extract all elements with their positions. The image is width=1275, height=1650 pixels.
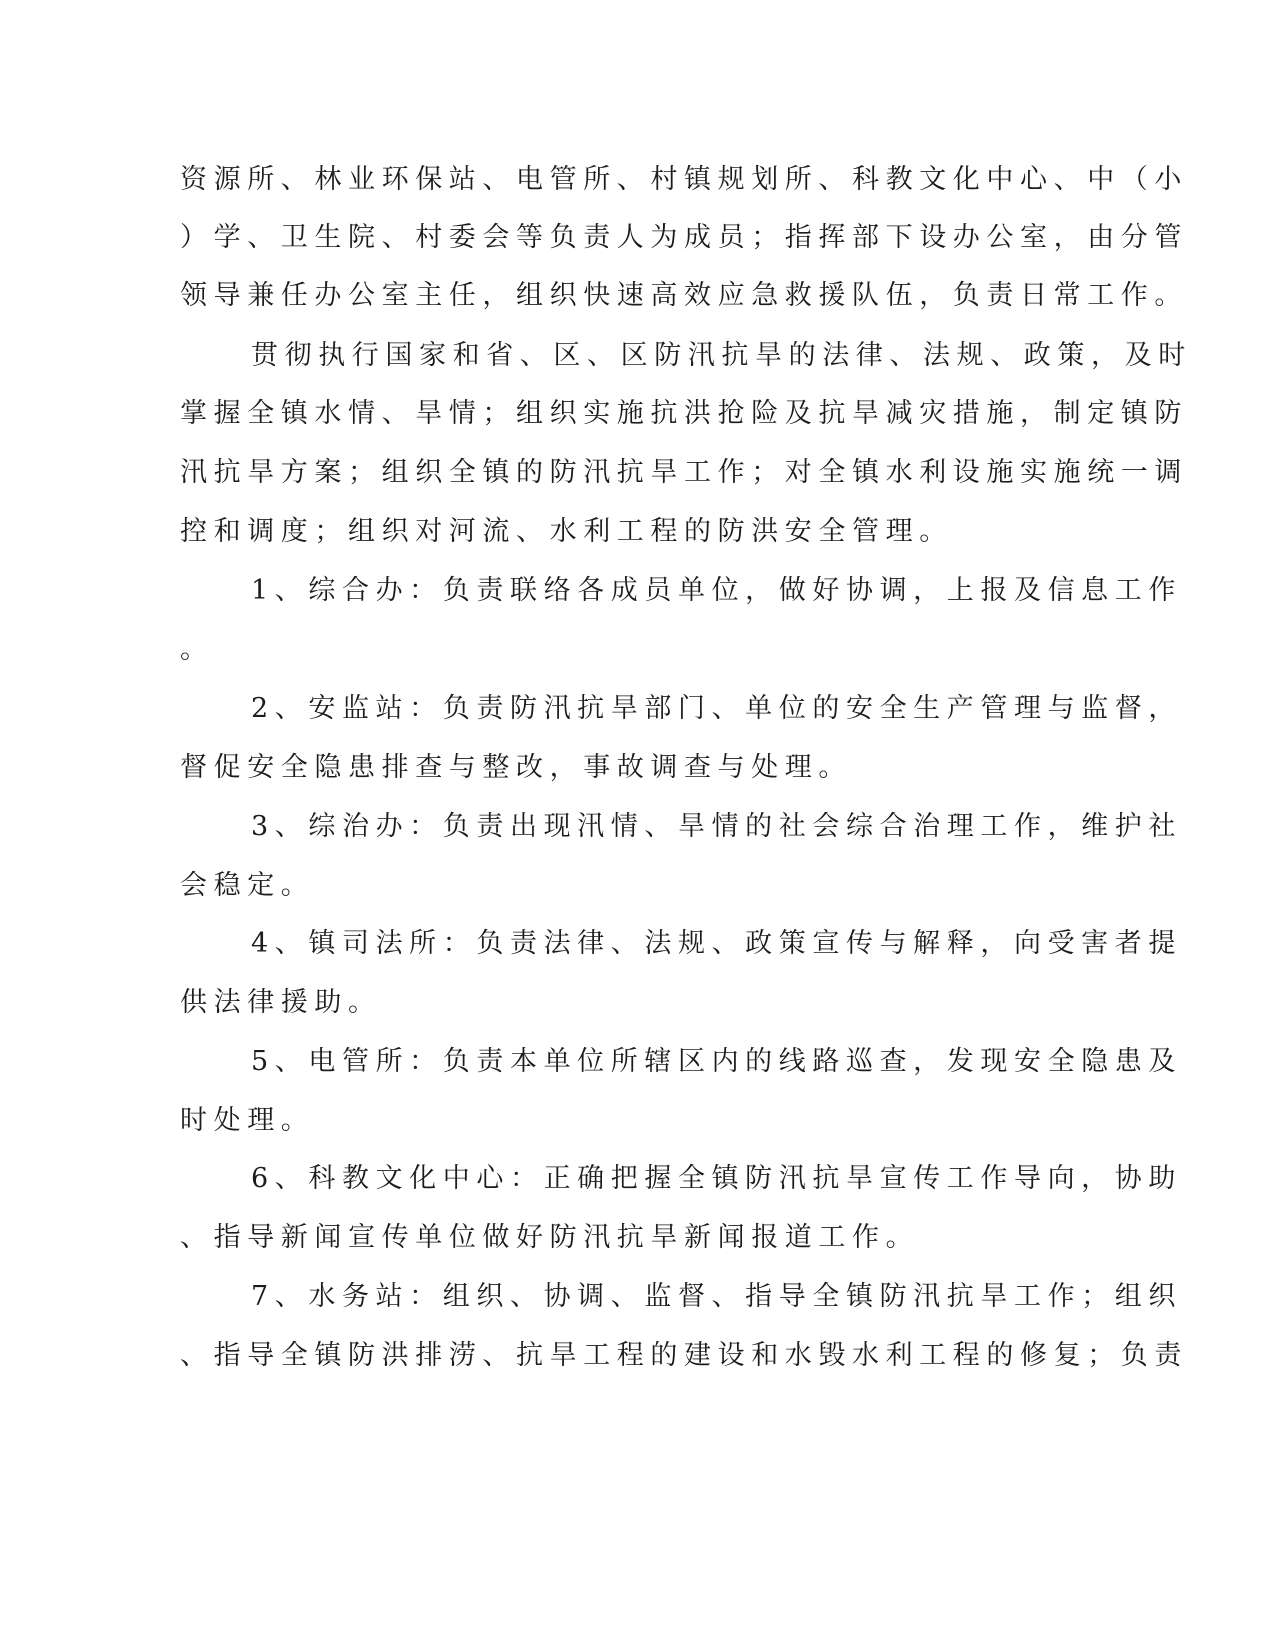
item-6-line-1: 6、科教文化中心：正确把握全镇防汛抗旱宣传工作导向，协助 (251, 1163, 1182, 1194)
item-5-line-1: 5、电管所：负责本单位所辖区内的线路巡查，发现安全隐患及 (251, 1046, 1182, 1077)
item-6-line-2: 、指导新闻宣传单位做好防汛抗旱新闻报道工作。 (180, 1222, 920, 1253)
paragraph-2-line-3: 汛抗旱方案；组织全镇的防汛抗旱工作；对全镇水利设施实施统一调 (180, 457, 1188, 488)
item-5-line-2: 时处理。 (180, 1105, 315, 1136)
item-4-line-2: 供法律援助。 (180, 987, 382, 1018)
item-4-line-1: 4、镇司法所：负责法律、法规、政策宣传与解释，向受害者提 (251, 928, 1182, 959)
paragraph-2-line-4: 控和调度；组织对河流、水利工程的防洪安全管理。 (180, 516, 953, 547)
item-2-line-2: 督促安全隐患排查与整改，事故调查与处理。 (180, 752, 852, 783)
text-line-2: ）学、卫生院、村委会等负责人为成员；指挥部下设办公室，由分管 (180, 222, 1188, 253)
item-3-line-1: 3、综治办：负责出现汛情、旱情的社会综合治理工作，维护社 (251, 811, 1182, 842)
paragraph-2-line-1: 贯彻执行国家和省、区、区防汛抗旱的法律、法规、政策，及时 (251, 340, 1192, 371)
text-line-1: 资源所、林业环保站、电管所、村镇规划所、科教文化中心、中（小 (180, 164, 1188, 195)
item-7-line-1: 7、水务站：组织、协调、监督、指导全镇防汛抗旱工作；组织 (251, 1281, 1182, 1312)
item-7-line-2: 、指导全镇防洪排涝、抗旱工程的建设和水毁水利工程的修复；负责 (180, 1340, 1188, 1371)
text-line-3: 领导兼任办公室主任，组织快速高效应急救援队伍，负责日常工作。 (180, 280, 1188, 311)
item-2-line-1: 2、安监站：负责防汛抗旱部门、单位的安全生产管理与监督， (251, 693, 1182, 724)
paragraph-2-line-2: 掌握全镇水情、旱情；组织实施抗洪抢险及抗旱减灾措施，制定镇防 (180, 398, 1188, 429)
item-1-line-1: 1、综合办：负责联络各成员单位，做好协调，上报及信息工作 (251, 575, 1182, 606)
item-3-line-2: 会稳定。 (180, 870, 315, 901)
item-1-line-2: 。 (180, 634, 214, 665)
